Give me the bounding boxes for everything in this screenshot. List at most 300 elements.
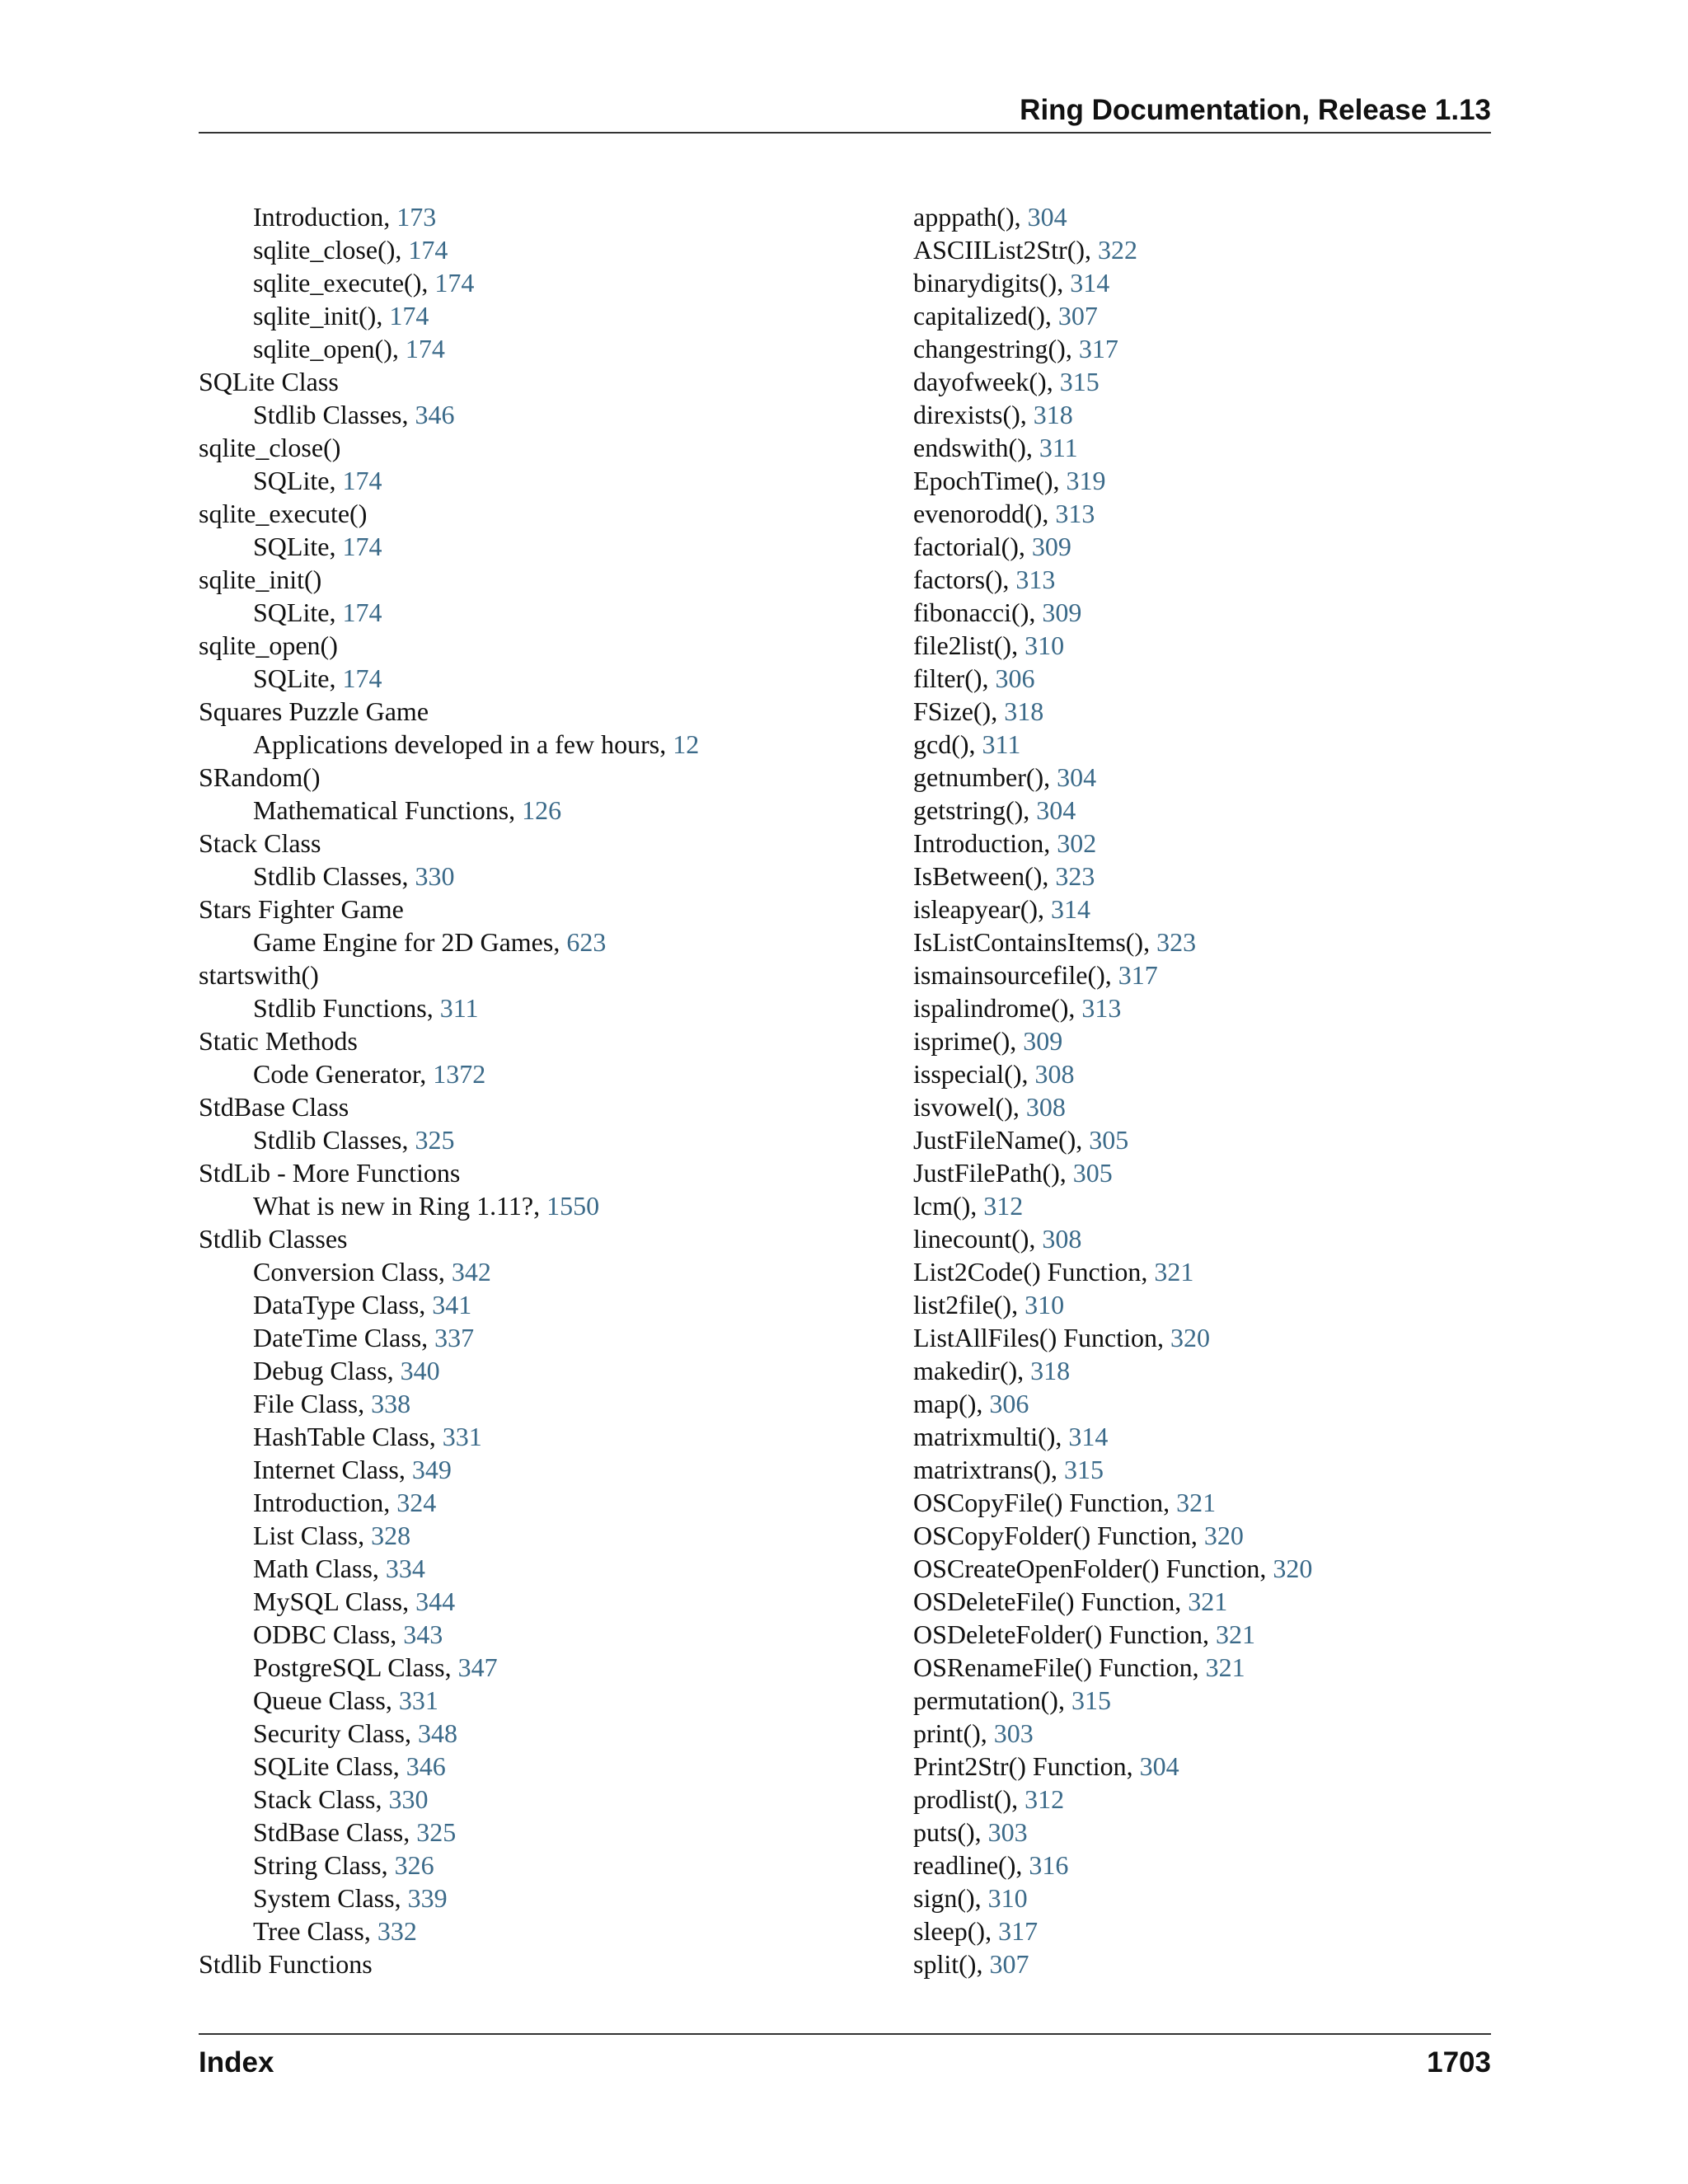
index-subentry <box>199 860 874 893</box>
index-separator: , <box>1163 1488 1177 1517</box>
index-term: prodlist() <box>913 1784 1012 1814</box>
index-separator: , <box>444 1652 458 1682</box>
index-separator: , <box>968 729 982 759</box>
index-entry <box>913 1585 1490 1618</box>
index-term: sqlite_init() <box>199 565 322 594</box>
index-term: map() <box>913 1389 977 1418</box>
index-separator: , <box>980 1718 994 1748</box>
index-term: IsListContainsItems() <box>913 927 1144 957</box>
page-link[interactable]: 1550 <box>546 1191 600 1221</box>
index-separator: , <box>402 1586 416 1616</box>
index-subentry <box>199 299 874 332</box>
page-link[interactable]: 324 <box>396 1488 437 1517</box>
index-separator: , <box>991 696 1005 726</box>
index-entry <box>913 860 1490 893</box>
page-link[interactable]: 332 <box>377 1916 417 1946</box>
index-term: sign() <box>913 1883 975 1913</box>
index-subentry <box>199 464 874 497</box>
index-term: sqlite_execute() <box>199 499 368 528</box>
index-separator: , <box>1015 1850 1029 1880</box>
page-link[interactable]: 346 <box>406 1751 446 1781</box>
index-term: sqlite_open() <box>199 630 338 660</box>
index-entry <box>913 1090 1490 1123</box>
index-entry <box>913 1453 1490 1486</box>
index-term: Stars Fighter Game <box>199 894 404 924</box>
index-separator: , <box>509 795 523 825</box>
index-subentry <box>199 596 874 629</box>
index-entry <box>913 1420 1490 1453</box>
page-link[interactable]: 325 <box>415 1125 455 1155</box>
index-separator: , <box>1042 499 1056 528</box>
index-separator: , <box>385 1685 399 1715</box>
index-term: OSDeleteFile() Function <box>913 1586 1175 1616</box>
index-separator: , <box>659 729 673 759</box>
index-entry <box>913 1816 1490 1849</box>
index-separator: , <box>1029 598 1043 627</box>
index-separator: , <box>1068 993 1082 1023</box>
index-separator: , <box>376 301 390 330</box>
index-entry <box>913 991 1490 1024</box>
page-link[interactable]: 323 <box>1156 927 1197 957</box>
page-link[interactable]: 623 <box>566 927 607 957</box>
page-link[interactable]: 341 <box>432 1290 472 1319</box>
page-link[interactable]: 304 <box>1036 795 1076 825</box>
page-link[interactable]: 1372 <box>433 1059 486 1089</box>
index-entry <box>913 761 1490 794</box>
index-term: isvowel() <box>913 1092 1013 1122</box>
index-entry <box>913 827 1490 860</box>
index-subentry <box>199 1519 874 1552</box>
page-link[interactable]: 314 <box>1051 894 1091 924</box>
index-entry <box>199 1947 874 1980</box>
index-term: Stdlib Classes <box>253 861 402 891</box>
index-term: IsBetween() <box>913 861 1043 891</box>
page-link[interactable]: 321 <box>1205 1652 1245 1682</box>
page-link[interactable]: 331 <box>398 1685 438 1715</box>
index-term: linecount() <box>913 1224 1029 1254</box>
page-link[interactable]: 343 <box>403 1619 443 1649</box>
page-link[interactable]: 174 <box>405 334 445 363</box>
page-link[interactable]: 321 <box>1188 1586 1228 1616</box>
index-entry <box>913 1849 1490 1882</box>
index-entry <box>913 958 1490 991</box>
index-term: StdBase Class <box>253 1817 404 1847</box>
index-entry <box>913 464 1490 497</box>
index-separator: , <box>381 1850 395 1880</box>
document-title: Ring Documentation, Release 1.13 <box>1020 94 1491 126</box>
index-subentry <box>199 991 874 1024</box>
index-entry <box>199 431 874 464</box>
index-subentry <box>199 1321 874 1354</box>
page-header <box>199 92 1491 134</box>
index-entry <box>913 332 1490 365</box>
index-term: filter() <box>913 663 982 693</box>
index-entry <box>913 1519 1490 1552</box>
index-separator: , <box>1085 235 1098 265</box>
index-term: makedir() <box>913 1356 1018 1385</box>
page-link[interactable]: 308 <box>1034 1059 1075 1089</box>
index-entry <box>913 497 1490 530</box>
page-link[interactable]: 304 <box>1057 762 1097 792</box>
index-entry <box>199 365 874 398</box>
page-link[interactable]: 313 <box>1055 499 1095 528</box>
page-link[interactable]: 174 <box>342 532 382 561</box>
page-link[interactable]: 307 <box>1057 301 1098 330</box>
page-link[interactable]: 309 <box>1023 1026 1063 1056</box>
index-entry <box>199 1222 874 1255</box>
index-subentry <box>199 530 874 563</box>
page-link[interactable]: 323 <box>1055 861 1095 891</box>
index-separator: , <box>974 1883 988 1913</box>
page-link[interactable]: 304 <box>1139 1751 1179 1781</box>
index-subentry <box>199 1387 874 1420</box>
index-term: changestring() <box>913 334 1066 363</box>
index-entry <box>199 827 874 860</box>
page-link[interactable]: 311 <box>1039 433 1078 462</box>
index-entry <box>913 1486 1490 1519</box>
page-link[interactable]: 174 <box>389 301 429 330</box>
index-separator: , <box>1025 433 1039 462</box>
page-link[interactable]: 307 <box>989 1949 1029 1979</box>
page-link[interactable]: 340 <box>400 1356 440 1385</box>
page-link[interactable]: 304 <box>1027 202 1067 232</box>
page-link[interactable]: 303 <box>987 1817 1028 1847</box>
index-term: SQLite <box>253 532 330 561</box>
page-link[interactable]: 337 <box>434 1323 475 1352</box>
page-link[interactable]: 325 <box>416 1817 457 1847</box>
page-link[interactable]: 310 <box>987 1883 1028 1913</box>
index-subentry <box>199 1618 874 1651</box>
page-link[interactable]: 311 <box>982 729 1021 759</box>
index-separator: , <box>426 993 440 1023</box>
page-link[interactable]: 317 <box>1078 334 1118 363</box>
index-separator: , <box>358 1389 372 1418</box>
index-term: binarydigits() <box>913 268 1057 298</box>
index-term: permutation() <box>913 1685 1058 1715</box>
index-term: Print2Str() Function <box>913 1751 1127 1781</box>
index-term: ismainsourcefile() <box>913 960 1105 990</box>
index-entry <box>913 398 1490 431</box>
index-separator: , <box>395 235 409 265</box>
index-term: System Class <box>253 1883 395 1913</box>
index-separator: , <box>1076 1125 1090 1155</box>
index-subentry <box>199 926 874 958</box>
index-term: Stdlib Classes <box>253 400 402 429</box>
page-link[interactable]: 320 <box>1273 1554 1313 1583</box>
index-entry <box>913 530 1490 563</box>
index-term: Applications developed in a few hours <box>253 729 660 759</box>
index-separator: , <box>1038 894 1052 924</box>
index-entry <box>913 563 1490 596</box>
index-separator: , <box>358 1521 372 1550</box>
index-separator: , <box>421 1323 435 1352</box>
index-separator: , <box>1053 466 1067 495</box>
index-entry <box>913 728 1490 761</box>
page-link[interactable]: 313 <box>1015 565 1056 594</box>
index-term: JustFileName() <box>913 1125 1076 1155</box>
page-link[interactable]: 312 <box>983 1191 1024 1221</box>
page-link[interactable]: 174 <box>434 268 475 298</box>
index-term: OSCopyFile() Function <box>913 1488 1164 1517</box>
index-term: Stdlib Functions <box>199 1949 373 1979</box>
page-link[interactable]: 306 <box>989 1389 1029 1418</box>
index-subentry <box>199 1288 874 1321</box>
index-separator: , <box>419 1290 433 1319</box>
index-term: String Class <box>253 1850 382 1880</box>
index-separator: , <box>421 268 435 298</box>
index-subentry <box>199 1816 874 1849</box>
index-subentry <box>199 1882 874 1915</box>
page-link[interactable]: 174 <box>342 466 382 495</box>
index-subentry <box>199 1684 874 1717</box>
page-link[interactable]: 328 <box>371 1521 411 1550</box>
index-separator: , <box>985 1916 999 1946</box>
index-separator: , <box>1010 1026 1024 1056</box>
page-link[interactable]: 12 <box>673 729 700 759</box>
index-separator: , <box>329 532 343 561</box>
page-link[interactable]: 320 <box>1170 1323 1210 1352</box>
index-term: Debug Class <box>253 1356 387 1385</box>
index-term: EpochTime() <box>913 466 1053 495</box>
index-term: Stdlib Functions <box>253 993 427 1023</box>
page-link[interactable]: 308 <box>1025 1092 1066 1122</box>
index-separator: , <box>1057 268 1071 298</box>
index-subentry <box>199 794 874 827</box>
page-link[interactable]: 174 <box>342 598 382 627</box>
page-link[interactable]: 330 <box>415 861 455 891</box>
page-link[interactable]: 314 <box>1068 1422 1109 1451</box>
index-entry <box>913 1387 1490 1420</box>
page-link[interactable]: 349 <box>411 1455 452 1484</box>
page-link[interactable]: 318 <box>1004 696 1044 726</box>
page-link[interactable]: 302 <box>1057 828 1097 858</box>
index-term: Introduction <box>913 828 1044 858</box>
index-term: What is new in Ring 1.11? <box>253 1191 534 1221</box>
index-separator: , <box>329 663 343 693</box>
index-term: getnumber() <box>913 762 1044 792</box>
index-subentry <box>199 233 874 266</box>
index-separator: , <box>420 1059 434 1089</box>
index-entry <box>913 1684 1490 1717</box>
page-link[interactable]: 348 <box>417 1718 457 1748</box>
index-subentry <box>199 398 874 431</box>
index-term: Static Methods <box>199 1026 358 1056</box>
index-entry <box>199 1024 874 1057</box>
index-term: Math Class <box>253 1554 373 1583</box>
page-link[interactable]: 317 <box>998 1916 1039 1946</box>
index-separator: , <box>1055 1422 1069 1451</box>
index-term: ispalindrome() <box>913 993 1069 1023</box>
index-separator: , <box>401 1125 415 1155</box>
index-separator: , <box>1011 630 1025 660</box>
index-entry <box>913 926 1490 958</box>
page-link[interactable]: 315 <box>1064 1455 1104 1484</box>
index-entry <box>199 958 874 991</box>
index-separator: , <box>1044 301 1058 330</box>
index-term: sqlite_init() <box>253 301 377 330</box>
index-separator: , <box>1017 1356 1031 1385</box>
index-term: lcm() <box>913 1191 971 1221</box>
index-term: Introduction <box>253 202 384 232</box>
index-term: isleapyear() <box>913 894 1039 924</box>
page-link[interactable]: 321 <box>1154 1257 1194 1286</box>
index-separator: , <box>970 1191 984 1221</box>
index-term: OSRenameFile() Function <box>913 1652 1193 1682</box>
page-link[interactable]: 308 <box>1042 1224 1082 1254</box>
index-term: isspecial() <box>913 1059 1022 1089</box>
index-term: ASCIIList2Str() <box>913 235 1085 265</box>
page-link[interactable]: 315 <box>1071 1685 1111 1715</box>
index-entry <box>913 1651 1490 1684</box>
page-link[interactable]: 326 <box>394 1850 434 1880</box>
page-link[interactable]: 313 <box>1081 993 1122 1023</box>
index-separator: , <box>403 1817 417 1847</box>
page-link[interactable]: 126 <box>522 795 562 825</box>
page-link[interactable]: 174 <box>342 663 382 693</box>
page-link[interactable]: 344 <box>415 1586 456 1616</box>
index-separator: , <box>383 202 397 232</box>
index-entry <box>913 1717 1490 1750</box>
index-separator: , <box>1190 1521 1204 1550</box>
index-separator: , <box>533 1191 547 1221</box>
index-term: FSize() <box>913 696 992 726</box>
index-term: direxists() <box>913 400 1020 429</box>
page-link[interactable]: 347 <box>457 1652 498 1682</box>
index-entry <box>913 1783 1490 1816</box>
index-term: list2file() <box>913 1290 1012 1319</box>
index-term: List2Code() Function <box>913 1257 1142 1286</box>
page-link[interactable]: 305 <box>1072 1158 1113 1188</box>
index-term: OSCopyFolder() Function <box>913 1521 1191 1550</box>
index-separator: , <box>1023 795 1037 825</box>
page-link[interactable]: 311 <box>439 993 479 1023</box>
index-term: puts() <box>913 1817 975 1847</box>
page-link[interactable]: 342 <box>451 1257 491 1286</box>
index-entry <box>913 893 1490 926</box>
index-separator: , <box>401 400 415 429</box>
index-entry <box>199 563 874 596</box>
index-entry <box>199 1090 874 1123</box>
index-separator: , <box>429 1422 443 1451</box>
page-link[interactable]: 321 <box>1216 1619 1256 1649</box>
index-term: Stdlib Classes <box>253 1125 402 1155</box>
footer-page-number: 1703 <box>1427 2046 1491 2079</box>
index-term: apppath() <box>913 202 1015 232</box>
page-link[interactable]: 331 <box>442 1422 482 1451</box>
index-separator: , <box>329 598 343 627</box>
page-link[interactable]: 309 <box>1042 598 1082 627</box>
page-link[interactable]: 309 <box>1031 532 1071 561</box>
index-term: print() <box>913 1718 981 1748</box>
index-term: dayofweek() <box>913 367 1047 396</box>
index-entry <box>199 1156 874 1189</box>
page-link[interactable]: 174 <box>408 235 448 265</box>
index-term: ODBC Class <box>253 1619 391 1649</box>
index-separator: , <box>392 1751 406 1781</box>
index-entry <box>913 695 1490 728</box>
page-link[interactable]: 314 <box>1070 268 1110 298</box>
page-link[interactable]: 318 <box>1030 1356 1071 1385</box>
index-entry <box>913 1189 1490 1222</box>
index-subentry <box>199 1420 874 1453</box>
page-link[interactable]: 318 <box>1033 400 1073 429</box>
index-subentry <box>199 200 874 233</box>
page-link[interactable]: 310 <box>1025 630 1065 660</box>
page-link[interactable]: 310 <box>1025 1290 1065 1319</box>
index-term: List Class <box>253 1521 359 1550</box>
index-separator: , <box>1143 927 1157 957</box>
index-separator: , <box>1104 960 1118 990</box>
index-term: Conversion Class <box>253 1257 438 1286</box>
page-link[interactable]: 312 <box>1025 1784 1065 1814</box>
page-link[interactable]: 321 <box>1176 1488 1217 1517</box>
index-term: sleep() <box>913 1916 986 1946</box>
index-term: HashTable Class <box>253 1422 429 1451</box>
page-link[interactable]: 339 <box>407 1883 448 1913</box>
index-separator: , <box>1126 1751 1140 1781</box>
index-term: PostgreSQL Class <box>253 1652 445 1682</box>
index-entry <box>913 629 1490 662</box>
index-separator: , <box>383 1488 397 1517</box>
index-separator: , <box>329 466 343 495</box>
page-link[interactable]: 334 <box>385 1554 425 1583</box>
index-separator: , <box>392 334 406 363</box>
index-term: Tree Class <box>253 1916 364 1946</box>
index-term: file2list() <box>913 630 1012 660</box>
index-entry <box>913 266 1490 299</box>
index-term: Mathematical Functions <box>253 795 509 825</box>
index-subentry <box>199 1123 874 1156</box>
index-subentry <box>199 662 874 695</box>
index-entry <box>913 365 1490 398</box>
page-link[interactable]: 320 <box>1203 1521 1244 1550</box>
index-separator: , <box>1203 1619 1217 1649</box>
page-link[interactable]: 173 <box>396 202 437 232</box>
page-link[interactable]: 316 <box>1029 1850 1069 1880</box>
index-separator: , <box>976 1389 990 1418</box>
index-separator: , <box>438 1257 452 1286</box>
index-term: SQLite <box>253 466 330 495</box>
page-link[interactable]: 338 <box>371 1389 411 1418</box>
index-term: isprime() <box>913 1026 1010 1056</box>
index-entry <box>913 1618 1490 1651</box>
index-entry <box>913 1255 1490 1288</box>
index-entry <box>913 1024 1490 1057</box>
page-link[interactable]: 305 <box>1089 1125 1129 1155</box>
index-term: Internet Class <box>253 1455 399 1484</box>
index-separator: , <box>404 1718 418 1748</box>
index-entry <box>913 1156 1490 1189</box>
page-link[interactable]: 346 <box>415 400 455 429</box>
index-entry <box>913 233 1490 266</box>
index-term: Introduction <box>253 1488 384 1517</box>
index-entry <box>913 1123 1490 1156</box>
index-subentry <box>199 1189 874 1222</box>
page-link[interactable]: 306 <box>995 663 1035 693</box>
page-link[interactable]: 317 <box>1118 960 1158 990</box>
page-link[interactable]: 315 <box>1059 367 1100 396</box>
page-link[interactable]: 319 <box>1066 466 1106 495</box>
page-link[interactable]: 330 <box>388 1784 429 1814</box>
index-term: Stdlib Classes <box>199 1224 348 1254</box>
index-subentry <box>199 1651 874 1684</box>
index-separator: , <box>1175 1586 1189 1616</box>
index-term: matrixtrans() <box>913 1455 1052 1484</box>
index-term: Security Class <box>253 1718 405 1748</box>
page-link[interactable]: 322 <box>1098 235 1137 265</box>
index-term: Game Engine for 2D Games <box>253 927 554 957</box>
page-link[interactable]: 303 <box>993 1718 1034 1748</box>
